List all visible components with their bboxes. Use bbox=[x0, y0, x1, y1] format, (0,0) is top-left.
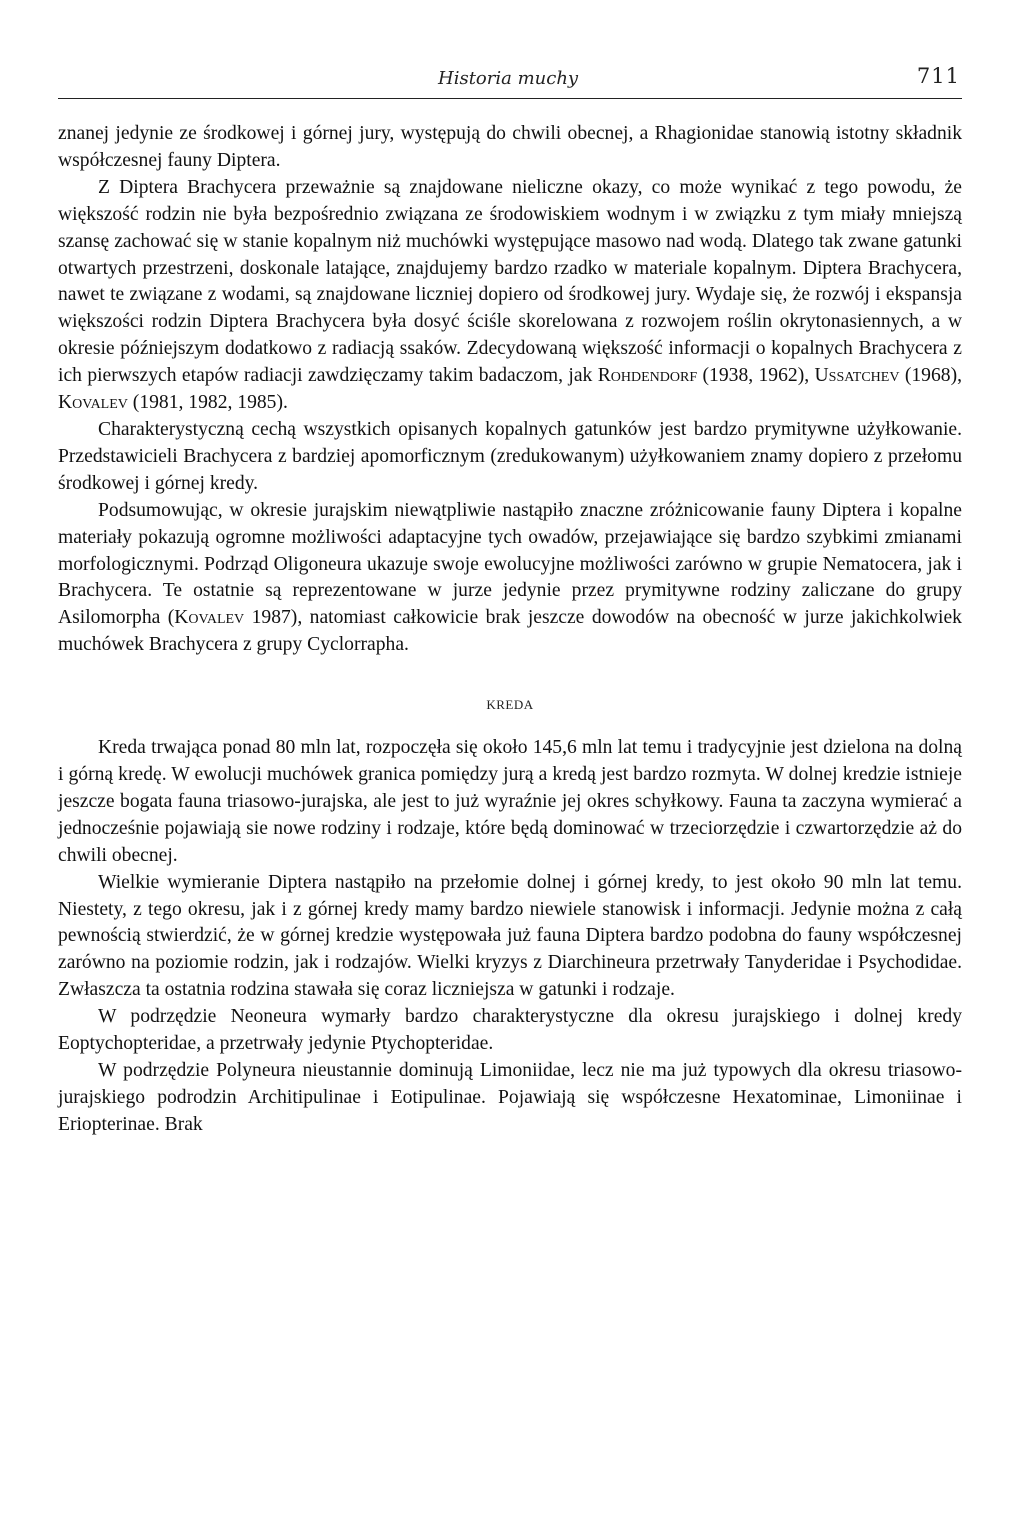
page-number: 711 bbox=[916, 64, 960, 88]
text-run: (1968), bbox=[899, 365, 962, 387]
text-run: Charakterystyczną cechą wszystkich opisanych kopalnych gatunków jest bardzo prymitywne użyłkowanie. Przedstawicieli Brachycera z bardziej apomorficznym (zredukowanym) użyłkowaniem znamy dopiero z przełomu środkowej i górnej kredy. bbox=[58, 418, 962, 494]
text-run: Wielkie wymieranie Diptera nastąpiło na przełomie dolnej i górnej kredy, to jest około 90 mln lat temu. Niestety, z tego okresu, jak i z górnej kredy mamy bardzo niewiele stanowisk i informacji. Jedynie można z całą pewnością stwierdzić, że w górnej kredzie występowała już fauna Diptera bardzo podobna do fauny współczesnej zarówno na poziomie rodzin, jak i rodzajów. Wielki kryzys z Diarchineura przetrwały Tanyderidae i Psychodidae. Zwłaszcza ta ostatnia rodzina stawała się coraz liczniejsza w gatunki i rodzaje. bbox=[58, 871, 962, 1001]
running-header-title: Historia muchy bbox=[438, 68, 579, 89]
text-run: (1938, 1962), bbox=[697, 365, 815, 387]
paragraphs-before-heading bbox=[58, 121, 962, 659]
text-run: Z Diptera Brachycera przeważnie są znajdowane nieliczne okazy, co może wynikać z tego powodu, że większość rodzin nie była bezpośrednio związana ze środowiskiem wodnym i w związku z tym miały mniejszą szansę zachować się w stanie kopalnym niż muchówki występujące masowo nad wodą. Dlatego tak zwane gatunki otwartych przestrzeni, doskonale latające, znajdujemy bardzo rzadko w materiale kopalnym. Diptera Brachycera, nawet te związane z wodami, są znajdowane liczniej dopiero od środkowej jury. Wydaje się, że rozwój i ekspansja większości rodzin Diptera Brachycera była dosyć ściśle skorelowana z rozwojem roślin okrytonasiennych, a w okresie późniejszym dodatkowo z radiacją ssaków. Zdecydowaną większość informacji o kopalnych Brachycera z ich pierwszych etapów radiacji zawdzięczamy takim badaczom, jak bbox=[58, 176, 962, 387]
paragraphs-after-heading bbox=[58, 735, 962, 1139]
author-name: Rohdendorf bbox=[597, 365, 698, 387]
paragraph bbox=[58, 498, 962, 659]
paragraph bbox=[58, 735, 962, 870]
paragraph bbox=[58, 417, 962, 498]
text-run: Podsumowując, w okresie jurajskim niewątpliwie nastąpiło znaczne zróżnicowanie fauny Diptera i kopalne materiały pokazują ogromne możliwości adaptacyjne tych owadów, przejawiające się bardzo szybkimi zmianami morfologicznymi. Podrząd Oligoneura ukazuje swoje ewolucyjne możliwości zarówno w grupie Nematocera, jak i Brachycera. Te ostatnie są reprezentowane w jurze jedynie przez prymitywne rodziny zaliczane do grupy Asilomorpha ( bbox=[58, 499, 962, 629]
text-run: W podrzędzie Polyneura nieustannie dominują Limoniidae, lecz nie ma już typowych dla okresu triasowo-jurajskiego podrodzin Architipulinae i Eotipulinae. Pojawiają się współczesne Hexatominae, Limoniinae i Eriopterinae. Brak bbox=[58, 1060, 962, 1135]
text-run: znanej jedynie ze środkowej i górnej jury, występują do chwili obecnej, a Rhagionidae stanowią istotny składnik współczesnej fauny Diptera. bbox=[58, 123, 962, 171]
text-run: Kreda trwająca ponad 80 mln lat, rozpoczęła się około 145,6 mln lat temu i tradycyjnie jest dzielona na dolną i górną kredę. W ewolucji muchówek granica pomiędzy jurą a kredą jest bardzo rozmyta. W dolnej kredzie istnieje jeszcze bogata fauna triasowo-jurajska, ale jest to już wyraźnie jej okres schyłkowy. Fauna ta zaczyna wymierać a jednocześnie pojawiają sie nowe rodziny i rodzaje, które będą dominować w trzeciorzędzie i czwartorzędzie aż do chwili obecnej. bbox=[58, 737, 962, 866]
text-run: (1981, 1982, 1985). bbox=[127, 392, 288, 414]
author-name: Ussatchev bbox=[814, 365, 900, 387]
author-name: Kovalev bbox=[58, 392, 128, 414]
text-run: 1987), natomiast całkowicie brak jeszcze dowodów na obecność w jurze jakichkolwiek muchówek Brachycera z grupy Cyclorrapha. bbox=[58, 607, 962, 656]
body-text bbox=[58, 121, 962, 1139]
section-heading: KREDA bbox=[486, 697, 534, 713]
text-run: W podrzędzie Neoneura wymarły bardzo charakterystyczne dla okresu jurajskiego i dolnej kredy Eoptychopteridae, a przetrwały jedynie Ptychopteridae. bbox=[58, 1006, 962, 1055]
running-header bbox=[58, 62, 962, 99]
book-page bbox=[58, 62, 962, 1512]
paragraph bbox=[58, 1004, 962, 1058]
paragraph bbox=[58, 121, 962, 175]
paragraph bbox=[58, 870, 962, 1005]
author-name: Kovalev bbox=[174, 607, 245, 629]
paragraph bbox=[58, 1058, 962, 1139]
paragraph bbox=[58, 175, 962, 417]
